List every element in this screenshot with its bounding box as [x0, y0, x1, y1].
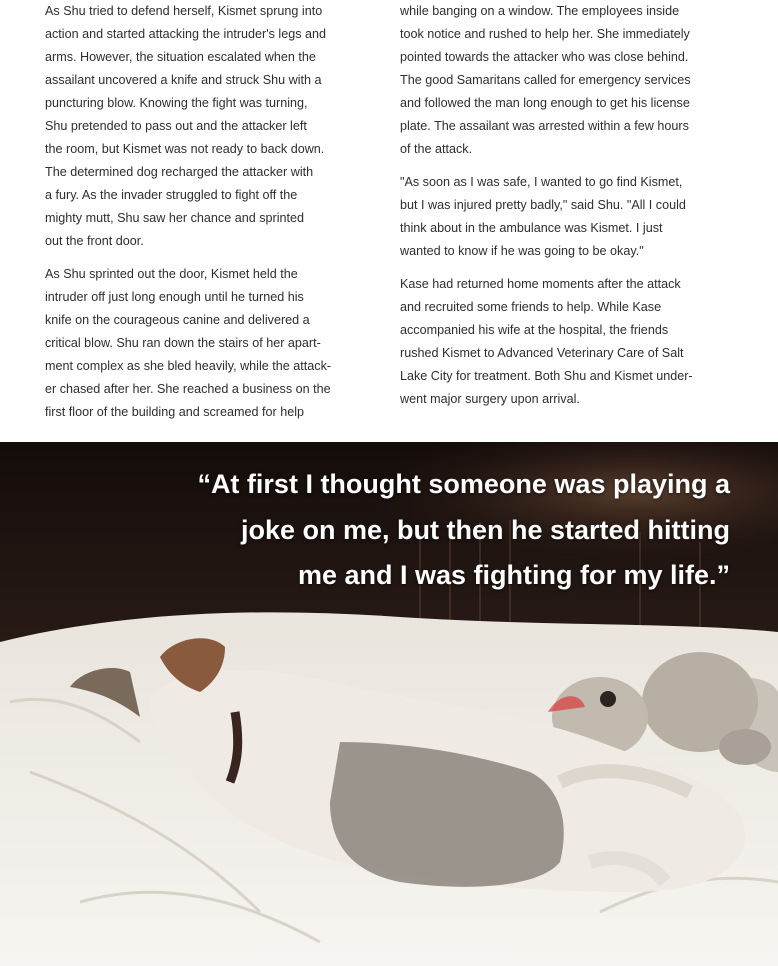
paragraph: As Shu sprinted out the door, Kismet held the intruder off just long enough until he turned his knife on the courageous canine and delivered a critical blow. Shu ran down the stairs of her apart- ment complex as she bled heavily, while the attack- er chased after her. She reached a business on the first floor of the building and screamed for help — [45, 267, 332, 419]
article-text-area — [0, 0, 778, 440]
pull-quote-line: joke on me, but then he started hitting — [240, 514, 730, 545]
pull-quote — [90, 462, 730, 599]
paragraph: As Shu tried to defend herself, Kismet sprung into action and started attacking the intruder's legs and arms. However, the situation escalated when the assailant uncovered a knife and struck Shu with a puncturing blow. Knowing the fight was turning, Shu pretended to pass out and the attacker left the room, but Kismet was not ready to back down. The determined dog recharged the attacker with a fury. As the invader struggled to fight off the mighty mutt, Shu saw her chance and sprinted out the front door. — [45, 4, 327, 248]
article-right-column — [400, 0, 735, 421]
paragraph: while banging on a window. The employees inside took notice and rushed to help her. She immediately pointed towards the attacker who was close behind. The good Samaritans called for emergency services and followed the man long enough to get his license plate. The assailant was arrested within a few hours of the attack. — [400, 4, 691, 156]
paragraph: Kase had returned home moments after the attack and recruited some friends to help. While Kase accompanied his wife at the hospital, the friends rushed Kismet to Advanced Veterinary Care of Salt Lake City for treatment. Both Shu and Kismet under- went major surgery upon arrival. — [400, 277, 693, 406]
pull-quote-line: “At first I thought someone was playing a — [197, 469, 730, 499]
dog-on-bed-photo — [0, 442, 778, 966]
pull-quote-line: me and I was fighting for my life.” — [297, 560, 730, 590]
paragraph: "As soon as I was safe, I wanted to go find Kismet, but I was injured pretty badly," said Shu. "All I could think about in the ambulance was Kismet. I just wanted to know if he was going to be okay." — [400, 175, 686, 258]
article-left-column — [45, 0, 370, 434]
